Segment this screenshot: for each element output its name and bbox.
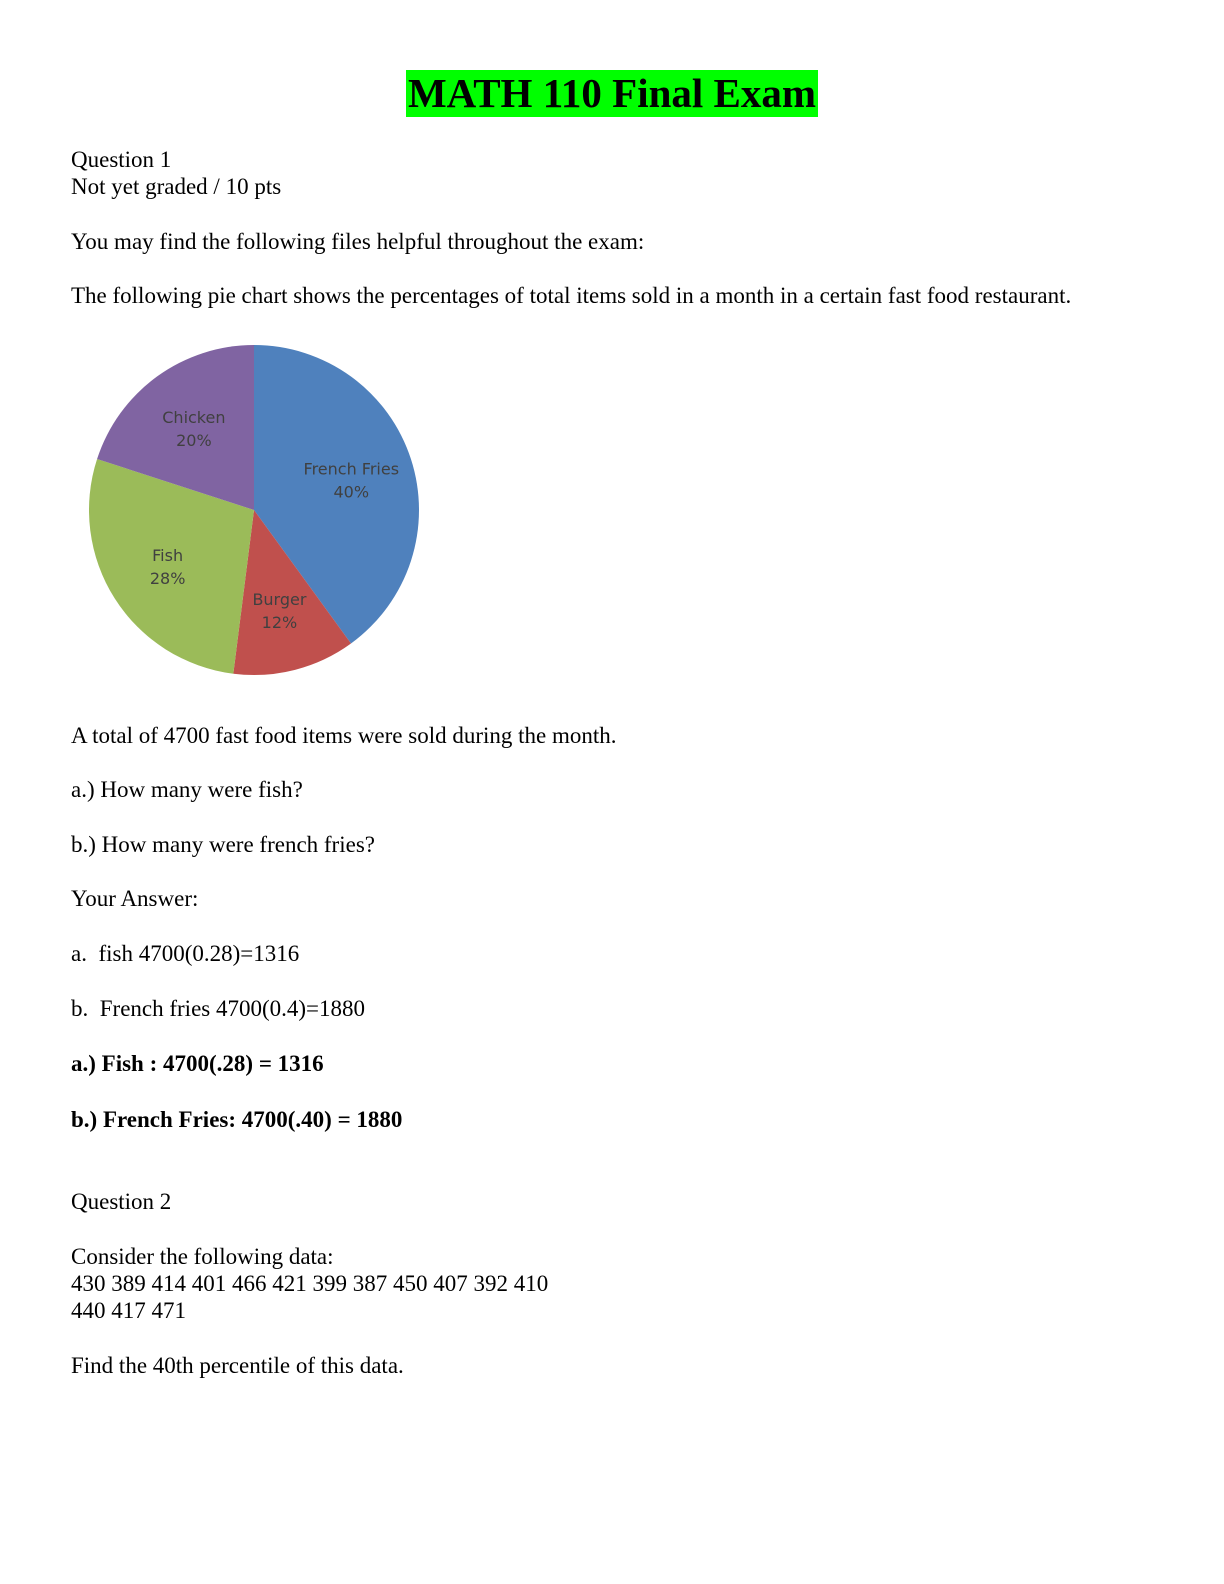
question-1-grade: Not yet graded / 10 pts: [71, 174, 282, 199]
pie-pct-chicken: 20%: [176, 431, 212, 451]
solution-a: a.) Fish : 4700(.28) = 1316: [71, 1051, 324, 1076]
total-text: A total of 4700 fast food items were sold during the month.: [71, 723, 617, 748]
question-2-heading: Question 2: [71, 1189, 172, 1214]
answer-b: b. French fries 4700(0.4)=1880: [71, 996, 366, 1021]
pie-chart: [84, 340, 424, 680]
pie-label-chicken: Chicken: [162, 408, 226, 428]
files-note: You may find the following files helpful throughout the exam:: [71, 229, 645, 254]
your-answer-label: Your Answer:: [71, 886, 199, 911]
question-2-prompt: Find the 40th percentile of this data.: [71, 1353, 404, 1378]
solution-b: b.) French Fries: 4700(.40) = 1880: [71, 1107, 403, 1132]
title-wrap: [0, 70, 1224, 117]
part-a-question: a.) How many were fish?: [71, 777, 303, 802]
part-b-question: b.) How many were french fries?: [71, 832, 375, 857]
data-line-1: 430 389 414 401 466 421 399 387 450 407 392 410: [71, 1271, 549, 1296]
pie-pct-french-fries: 40%: [333, 482, 370, 502]
pie-pct-burger: 12%: [261, 613, 298, 633]
question-1-intro: The following pie chart shows the percentages of total items sold in a month in a certain fast food restaurant.: [71, 283, 1072, 308]
pie-label-fish: Fish: [152, 545, 184, 565]
pie-label-burger: Burger: [252, 590, 307, 610]
data-line-2: 440 417 471: [71, 1298, 186, 1323]
answer-a: a. fish 4700(0.28)=1316: [71, 941, 300, 966]
exam-title: MATH 110 Final Exam: [407, 70, 817, 116]
pie-pct-fish: 28%: [149, 568, 186, 588]
question-1-heading: Question 1: [71, 147, 172, 172]
question-2-intro: Consider the following data:: [71, 1244, 334, 1269]
pie-label-french-fries: French Fries: [303, 459, 400, 479]
